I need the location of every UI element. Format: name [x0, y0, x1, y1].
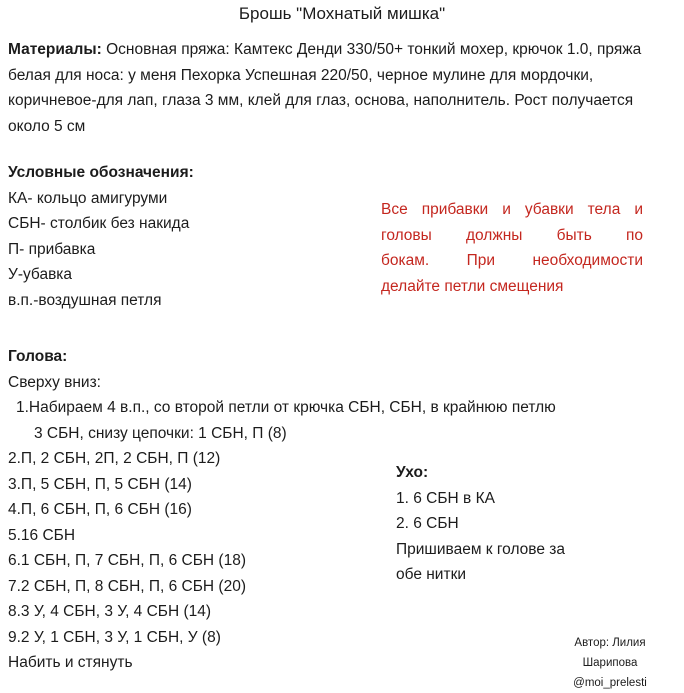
head-heading: Голова:	[8, 348, 68, 365]
materials-paragraph	[8, 37, 668, 139]
ear-row: 1. 6 СБН в КА	[396, 489, 495, 507]
head-row: 4.П, 6 СБН, П, 6 СБН (16)	[8, 501, 192, 518]
ear-row: 2. 6 СБН	[396, 515, 459, 532]
ear-heading: Ухо:	[396, 464, 429, 481]
note-line: делайте петли смещения	[381, 277, 564, 295]
legend-item: П- прибавка	[8, 240, 96, 258]
head-subheading: Сверху вниз:	[8, 373, 101, 391]
author-handle: @moi_prelesti	[573, 677, 647, 689]
ear-section	[396, 460, 565, 588]
head-section	[8, 344, 668, 676]
increase-note	[381, 197, 643, 299]
head-row: 9.2 У, 1 СБН, 3 У, 1 СБН, У (8)	[8, 628, 221, 646]
head-row: 6.1 СБН, П, 7 СБН, П, 6 СБН (18)	[8, 552, 246, 569]
legend-heading: Условные обозначения:	[8, 164, 194, 181]
materials-label: Материалы:	[8, 41, 102, 58]
head-row: 1.Набираем 4 в.п., со второй петли от крючка СБН, СБН, в крайнюю петлю	[16, 399, 556, 416]
legend-item: в.п.-воздушная петля	[8, 291, 162, 309]
head-row: 3.П, 5 СБН, П, 5 СБН (14)	[8, 475, 192, 493]
head-row: 8.3 У, 4 СБН, 3 У, 4 СБН (14)	[8, 603, 212, 620]
page-title: Брошь "Мохнатый мишка"	[238, 4, 446, 23]
ear-row: Пришиваем к голове за	[396, 540, 566, 558]
author-line: Автор: Лилия	[574, 637, 646, 649]
materials-text: Основная пряжа: Камтекс Денди 330/50+ тонкий мохер, крючок 1.0, пряжа белая для носа: у меня Пехорка Успешная 220/50, черное мулине для мордочки, коричневое-для лап, глаза 3 мм, клей для глаз, основа, наполнитель. Рост получается около 5 см	[8, 41, 642, 135]
author-credit	[560, 633, 660, 693]
legend-item: У-убавка	[8, 266, 73, 283]
legend-item: КА- кольцо амигуруми	[8, 189, 168, 207]
head-row: 7.2 СБН, П, 8 СБН, П, 6 СБН (20)	[8, 577, 246, 595]
note-line: бокам. При необходимости	[381, 252, 643, 269]
legend-section	[8, 160, 194, 313]
head-final: Набить и стянуть	[8, 654, 133, 671]
head-row: 5.16 СБН	[8, 526, 76, 544]
head-row: 2.П, 2 СБН, 2П, 2 СБН, П (12)	[8, 450, 221, 467]
note-line: Все прибавки и убавки тела и	[381, 201, 643, 218]
legend-item: СБН- столбик без накида	[8, 215, 190, 232]
note-line: головы должны быть по	[381, 226, 643, 244]
ear-row: обе нитки	[396, 566, 467, 583]
author-line: Шарипова	[582, 657, 638, 669]
head-row: 3 СБН, снизу цепочки: 1 СБН, П (8)	[34, 424, 287, 442]
